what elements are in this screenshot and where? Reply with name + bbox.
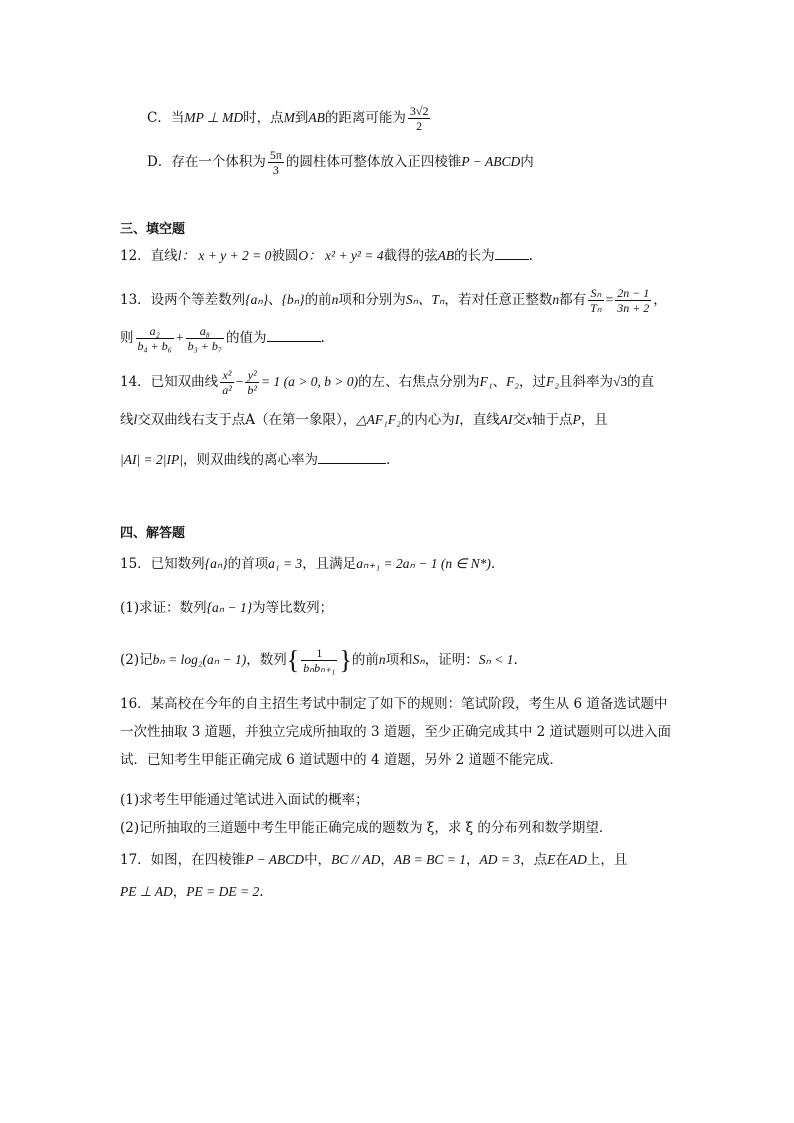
fraction-3root2-over-2: $\frac{3√2}{2}$ xyxy=(409,104,429,133)
question-13-line-2: 则 $\frac{\text{a₂}}{\text{b₄ + b₆}}$ + $\frac{\text{a₈}}{\text{b₃ + b₇}}$ 的值为 . xyxy=(120,324,325,353)
question-16-line-2: 一次性抽取 3 道题，并独立完成所抽取的 3 道题，至少正确完成其中 2 道试题则可以进入面 xyxy=(120,724,672,740)
question-14-line-2: 线l交双曲线右支于点A（在第一象限），△AF₁F₂的内心为I，直线AI交x轴于点P，且 xyxy=(120,412,608,428)
question-13-line-1: 13．设两个等差数列{aₙ}、{bₙ}的前n项和分别为Sₙ、Tₙ，若对任意正整数n都有 $\frac{\text{Sₙ}}{\text{Tₙ}}$ = $\frac{2n - 1}{3n + 2}$ ， xyxy=(120,286,667,315)
question-15-part-1: (1)求证：数列{aₙ − 1}为等比数列； xyxy=(120,600,334,616)
fraction-1-over-bnbn1: $\frac{1}{\text{bₙbₙ₊₁}}$ xyxy=(303,646,336,675)
fraction-5pi-over-3: $\frac{5\pi}{3}$ xyxy=(269,148,282,177)
question-17-line-1: 17．如图，在四棱锥P − ABCD中，BC // AD，AB = BC = 1，AD = 3，点E在AD上，且 xyxy=(120,852,628,868)
fraction-x2-over-a2: $\frac{\text{x²}}{\text{a²}}$ xyxy=(222,368,232,397)
fraction-a8: $\frac{\text{a₈}}{\text{b₃ + b₇}}$ xyxy=(187,324,223,353)
question-12: 12．直线l： x + y + 2 = 0被圆O： x² + y² = 4截得的弦AB的长为 . xyxy=(120,248,533,264)
left-brace: { xyxy=(286,645,300,675)
question-14-line-1: 14．已知双曲线 $\frac{\text{x²}}{\text{a²}}$ − $\frac{\text{y²}}{\text{b²}}$ = 1 (a > 0, b > 0)的左、右焦点分别为F₁、F₂，过F₂且斜率为√3的直 xyxy=(120,368,655,397)
answer-blank xyxy=(495,247,529,260)
question-17-line-2: PE ⊥ AD，PE = DE = 2. xyxy=(120,884,264,900)
fraction-a2: $\frac{\text{a₂}}{\text{b₄ + b₆}}$ xyxy=(137,324,172,353)
fraction-2n-1-over-3n-2: $\frac{2n - 1}{3n + 2}$ xyxy=(617,286,650,315)
right-brace: } xyxy=(339,645,352,675)
section-heading-fill-in: 三、填空题 xyxy=(120,222,186,237)
option-d: D．存在一个体积为 $\frac{5\pi}{3}$ 的圆柱体可整体放入正四棱锥P − ABCD内 xyxy=(147,148,534,177)
answer-blank xyxy=(318,451,386,464)
fraction-y2-over-b2: $\frac{\text{y²}}{\text{b²}}$ xyxy=(247,368,258,397)
question-16-part-2: (2)记所抽取的三道题中考生甲能正确完成的题数为 ξ，求 ξ 的分布列和数学期望． xyxy=(120,820,613,836)
question-15: 15．已知数列{aₙ}的首项a₁ = 3，且满足aₙ₊₁ = 2aₙ − 1 (n ∈ N*). xyxy=(120,556,496,572)
section-heading-solutions: 四、解答题 xyxy=(120,526,186,541)
question-16-part-1: (1)求考生甲能通过笔试进入面试的概率； xyxy=(120,792,369,808)
question-14-line-3: |AI| = 2|IP|，则双曲线的离心率为 . xyxy=(120,452,391,468)
fraction-sn-over-tn: $\frac{\text{Sₙ}}{\text{Tₙ}}$ xyxy=(590,286,602,315)
question-16-line-3: 试．已知考生甲能正确完成 6 道试题中的 4 道题，另外 2 道题不能完成． xyxy=(120,752,564,768)
option-c: C．当MP ⊥ MD时，点M到AB的距离可能为 $\frac{3√2}{2}$ xyxy=(147,104,429,133)
question-15-part-2: (2)记bₙ = log₂(aₙ − 1)，数列{ $\frac{1}{\text{bₙbₙ₊₁}}$ }的前n项和Sₙ，证明：Sₙ < 1. xyxy=(120,645,518,675)
answer-blank xyxy=(267,329,321,342)
question-16-line-1: 16．某高校在今年的自主招生考试中制定了如下的规则：笔试阶段，考生从 6 道备选试题中 xyxy=(120,696,668,712)
